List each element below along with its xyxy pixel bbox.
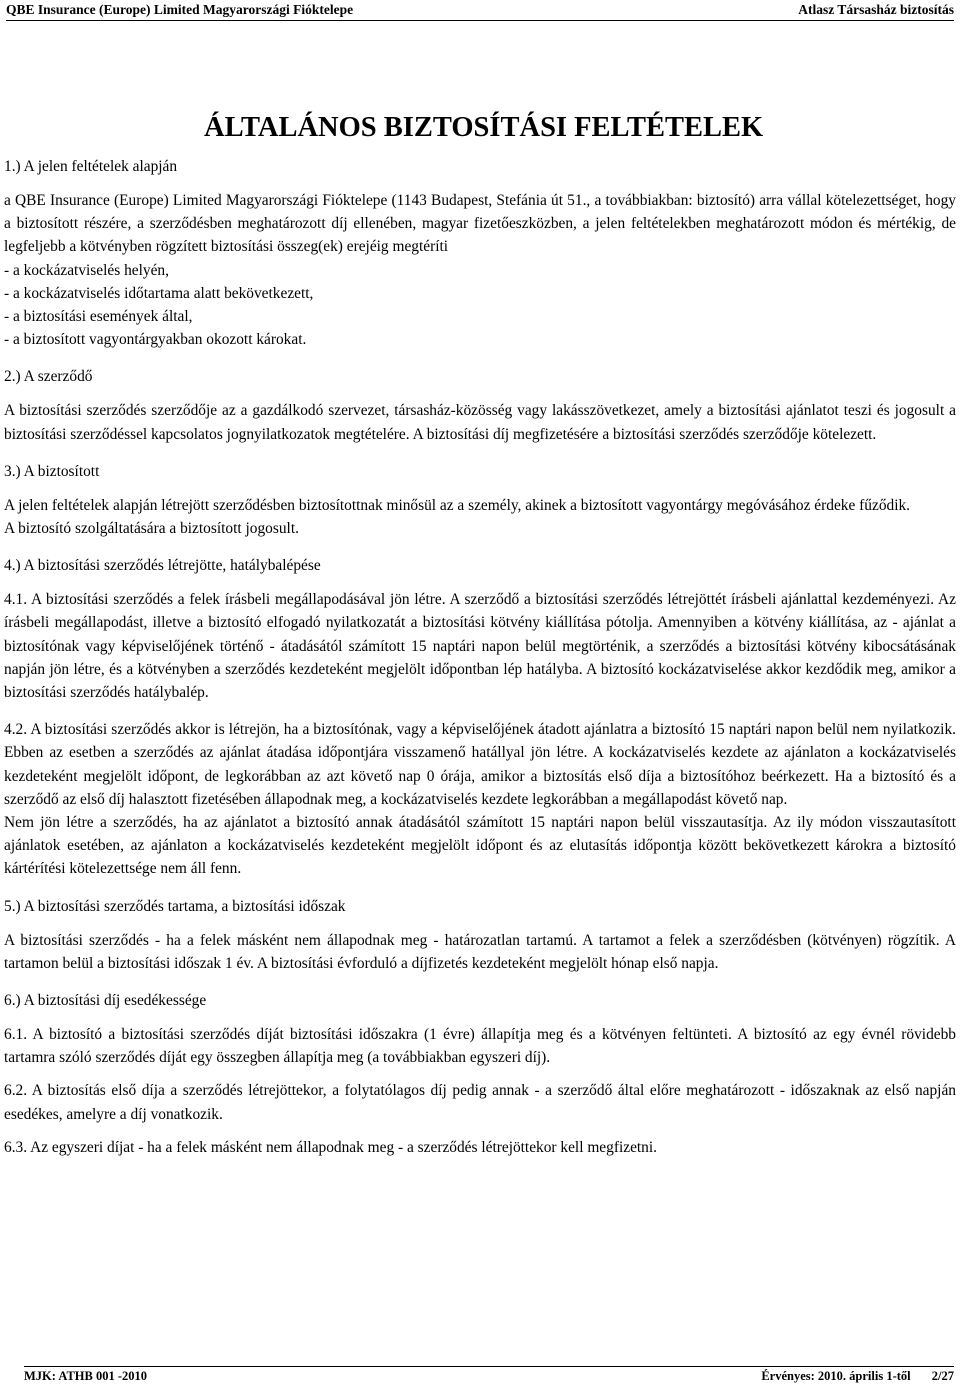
page-footer [24, 1366, 954, 1385]
section-4-1: 4.1. A biztosítási szerződés a felek írásbeli megállapodásával jön létre. A szerződő a biztosítási szerződés létrejöttét írásbeli ajánlattal kezdeményezi. Az írásbeli megállapodást, illetve a biztosító elfogadó nyilatkozatát a biztosítási kötvény kiállítása pótolja. Amennyiben a kötvény kiállítása, az - ajánlat a biztosítónak vagy képviselőjének történő - átadásától számított 15 naptári napon belül megtörténik, a szerződés a biztosítási kötvény kibocsátásának napján jön létre, és a kötvényben a szerződés kezdeteként megjelölt időpontban lép hatályba. A biztosító kockázatviselése akkor kezdődik meg, amikor a biztosítási szerződés hatálybalép. [4, 591, 956, 702]
section-6-2: 6.2. A biztosítás első díja a szerződés létrejöttekor, a folytatólagos díj pedig annak - a szerződő által előre meghatározott - időszaknak az első napján esedékes, amelyre a díj vonatkozik. [4, 1082, 956, 1123]
section-1-item: - a kockázatviselés helyén, [4, 261, 169, 279]
footer-page-number: 2/27 [931, 1368, 954, 1383]
footer-right [743, 1369, 954, 1384]
section-3-heading: 3.) A biztosított [4, 462, 100, 480]
section-1-heading: 1.) A jelen feltételek alapján [4, 158, 178, 175]
page-header [6, 0, 954, 21]
section-1-item: - a biztosítási események által, [4, 308, 193, 326]
section-6-heading: 6.) A biztosítási díj esedékessége [4, 992, 207, 1010]
section-5-heading: 5.) A biztosítási szerződés tartama, a biztosítási időszak [4, 897, 346, 915]
section-3-body: A jelen feltételek alapján létrejött szerződésben biztosítottnak minősül az a személy, akinek a biztosított vagyontárgy megóvásához érdeke fűződik. [4, 496, 911, 514]
section-6-1: 6.1. A biztosító a biztosítási szerződés díját biztosítási időszakra (1 évre) állapítja meg és a kötvényen feltünteti. A biztosító az egy évnél rövidebb tartamra szóló szerződés díját egy összegben állapítja meg (a továbbiakban egyszeri díj). [4, 1026, 956, 1067]
section-6-3: 6.3. Az egyszeri díjat - ha a felek másként nem állapodnak meg - a szerződés létrejöttekor kell megfizetni. [4, 1138, 657, 1156]
footer-document-id: MJK: ATHB 001 -2010 [24, 1368, 148, 1383]
footer-valid-from: Érvényes: 2010. április 1-től [761, 1368, 911, 1383]
section-2-heading: 2.) A szerződő [4, 368, 93, 386]
header-company: QBE Insurance (Europe) Limited Magyarországi Fióktelepe [6, 2, 354, 17]
section-4-heading: 4.) A biztosítási szerződés létrejötte, hatálybalépése [4, 557, 321, 575]
header-product: Atlasz Társasház biztosítás [798, 2, 954, 17]
section-5-body: A biztosítási szerződés - ha a felek másként nem állapodnak meg - határozatlan tartamú. A tartamot a felek a szerződésben (kötvényen) rögzítik. A tartamon belül a biztosítási időszak 1 év. A biztosítási évforduló a díjfizetés kezdeteként megjelölt hónap első napja. [4, 931, 956, 972]
section-2-body: A biztosítási szerződés szerződője az a gazdálkodó szervezet, társasház-közösség vagy lakásszövetkezet, amely a biztosítási ajánlatot teszi és jogosult a biztosítási szerződéssel kapcsolatos jognyilatkozatok megtételére. A biztosítási díj megfizetésére a biztosítási szerződés szerződője kötelezett. [4, 402, 956, 443]
section-3-body-2: A biztosító szolgáltatására a biztosított jogosult. [4, 520, 299, 538]
document-body [4, 20, 956, 1159]
section-4-2: 4.2. A biztosítási szerződés akkor is létrejön, ha a biztosítónak, vagy a képviselőjének átadott ajánlatra a biztosító 15 naptári napon belül nem nyilatkozik. Ebben az esetben a szerződés az ajánlat átadása időpontjára visszamenő hatállyal jön létre. A kockázatviselés kezdete az ajánlaton a kockázatviselés kezdeteként megjelölt időpont, de legkorábban az azt követő nap 0 órája, amikor a biztosítás első díja a biztosítóhoz beérkezett. Ha a biztosító és a szerződő az első díj halasztott fizetésében állapodnak meg, a kockázatviselés kezdete legkorábban a megállapodást követő nap. [4, 721, 956, 808]
section-1-item: - a kockázatviselés időtartama alatt bekövetkezett, [4, 284, 314, 302]
section-4-2-cont: Nem jön létre a szerződés, ha az ajánlatot a biztosító annak átadásától számított 15 naptári napon belül visszautasítja. Az ily módon visszautasított ajánlatok esetében, az ajánlaton a kockázatviselés kezdeteként megjelölt időpont és az elutasítás időpontja között bekövetkezett károkra a biztosító kártérítési kötelezettsége nem áll fenn. [4, 814, 956, 878]
document-title: ÁLTALÁNOS BIZTOSÍTÁSI FELTÉTELEK [204, 112, 764, 143]
section-1-item: - a biztosított vagyontárgyakban okozott károkat. [4, 331, 307, 349]
section-1-body: a QBE Insurance (Europe) Limited Magyarországi Fióktelepe (1143 Budapest, Stefánia út 51., a továbbiakban: biztosító) arra vállal kötelezettséget, hogy a biztosított részére, a szerződésben meghatározott díj ellenében, magyar fizetőeszközben, a jelen feltételekben meghatározott módon és mértékig, de legfeljebb a kötvényben rögzített biztosítási összeg(ek) erejéig megtéríti [4, 192, 956, 256]
